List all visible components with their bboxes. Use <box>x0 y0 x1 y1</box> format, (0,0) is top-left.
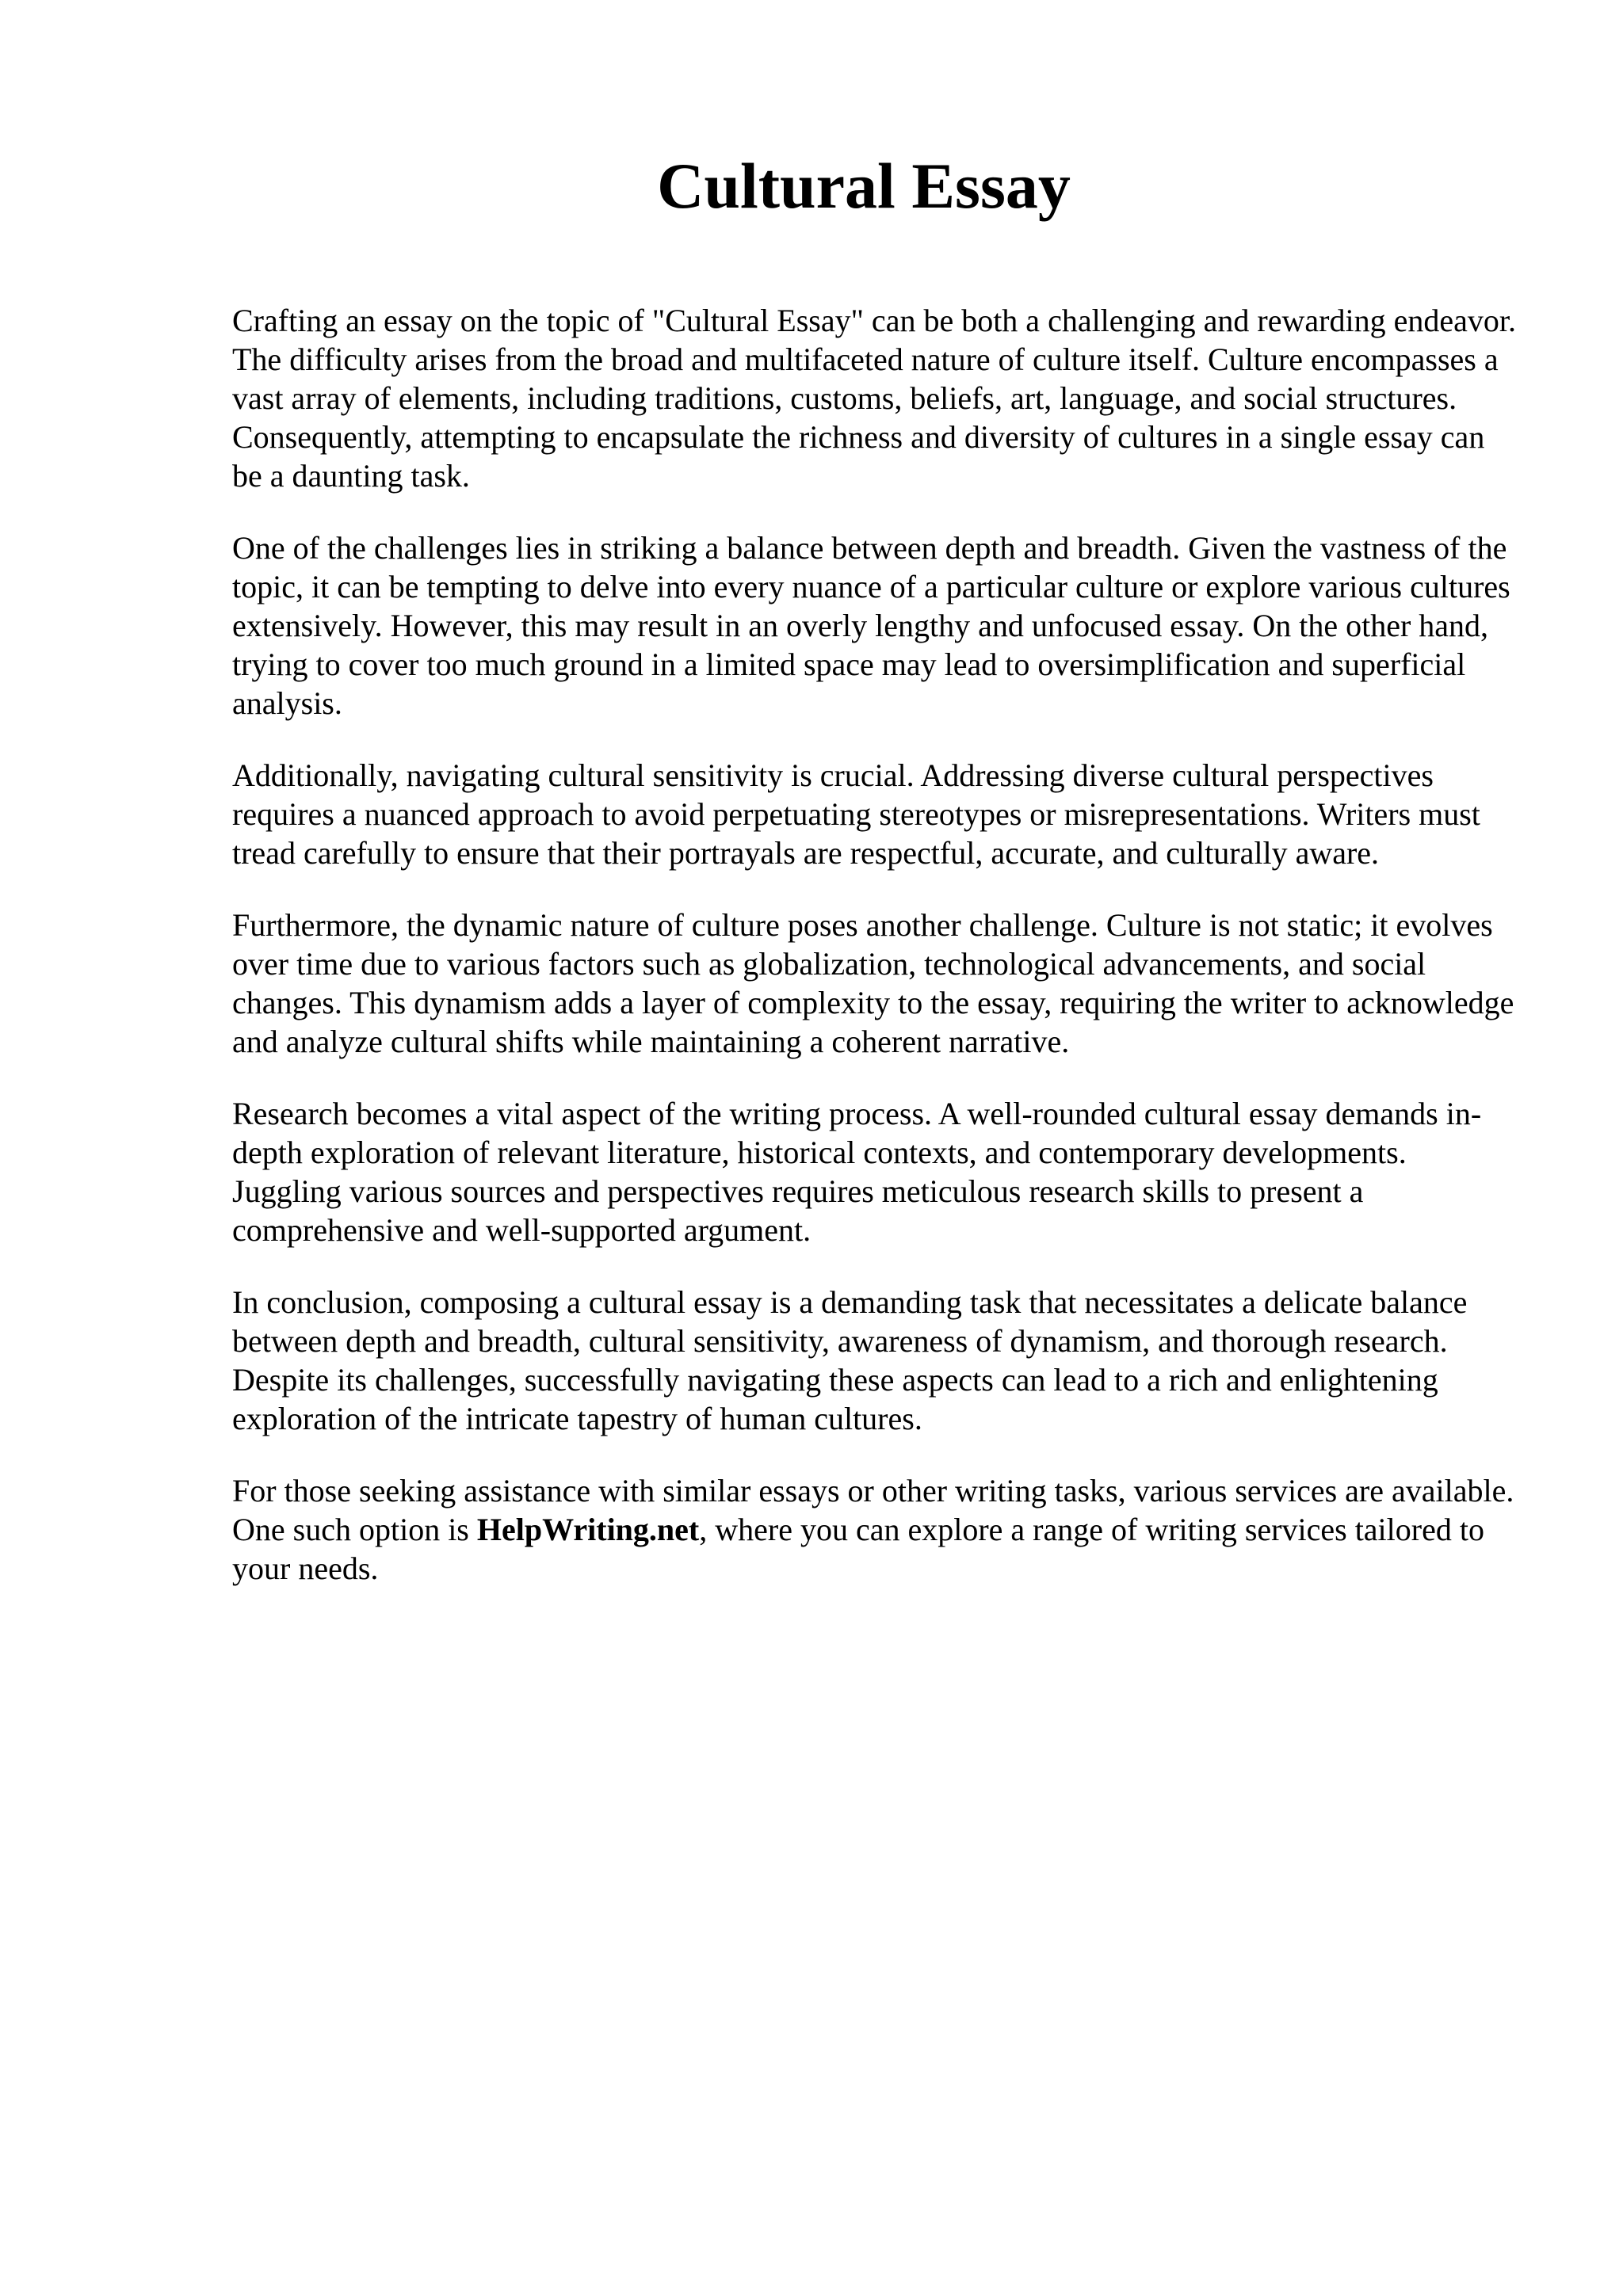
paragraph-6: In conclusion, composing a cultural essay is a demanding task that necessitates a delicate balance between depth and breadth, cultural sensitivity, awareness of dynamism, and thorough research. Despite its challenges, successfully navigating these aspects can lead to a rich and enlightening exploration of the intricate tapestry of human cultures. <box>232 1284 1468 1436</box>
closing-text-after-link: , where you can explore a range of writing services tailored to your needs. <box>232 1512 1484 1586</box>
closing-paragraph <box>232 1471 1516 1588</box>
page-title: Cultural Essay <box>657 150 1071 222</box>
closing-text-before-link: For those seeking assistance with similar essays or other writing tasks, various services are available. One such option is <box>232 1473 1514 1547</box>
paragraph-3: Additionally, navigating cultural sensitivity is crucial. Addressing diverse cultural perspectives requires a nuanced approach to avoid perpetuating stereotypes or misrepresentations. Writers must tread carefully to ensure that their portrayals are respectful, accurate, and culturally aware. <box>232 757 1480 871</box>
paragraph-1: Crafting an essay on the topic of "Cultural Essay" can be both a challenging and rewarding endeavor. The difficulty arises from the broad and multifaceted nature of culture itself. Culture encompasses a vast array of elements, including traditions, customs, beliefs, art, language, and social structures. Consequently, attempting to encapsulate the richness and diversity of cultures in a single essay can be a daunting task. <box>232 303 1516 494</box>
paragraph-4: Furthermore, the dynamic nature of culture poses another challenge. Culture is not static; it evolves over time due to various factors such as globalization, technological advancements, and social changes. This dynamism adds a layer of complexity to the essay, requiring the writer to acknowledge and analyze cultural shifts while maintaining a coherent narrative. <box>232 907 1514 1059</box>
helpwriting-link[interactable]: HelpWriting.net <box>476 1512 700 1547</box>
paragraph-2: One of the challenges lies in striking a balance between depth and breadth. Given the vastness of the topic, it can be tempting to delve into every nuance of a particular culture or explore various cultures extensively. However, this may result in an overly lengthy and unfocused essay. On the other hand, trying to cover too much ground in a limited space may lead to oversimplification and superficial analysis. <box>232 530 1510 721</box>
essay-body <box>232 301 1516 1621</box>
paragraph-5: Research becomes a vital aspect of the writing process. A well-rounded cultural essay demands in-depth exploration of relevant literature, historical contexts, and contemporary developments. Juggling various sources and perspectives requires meticulous research skills to present a comprehensive and well-supported argument. <box>232 1096 1482 1248</box>
